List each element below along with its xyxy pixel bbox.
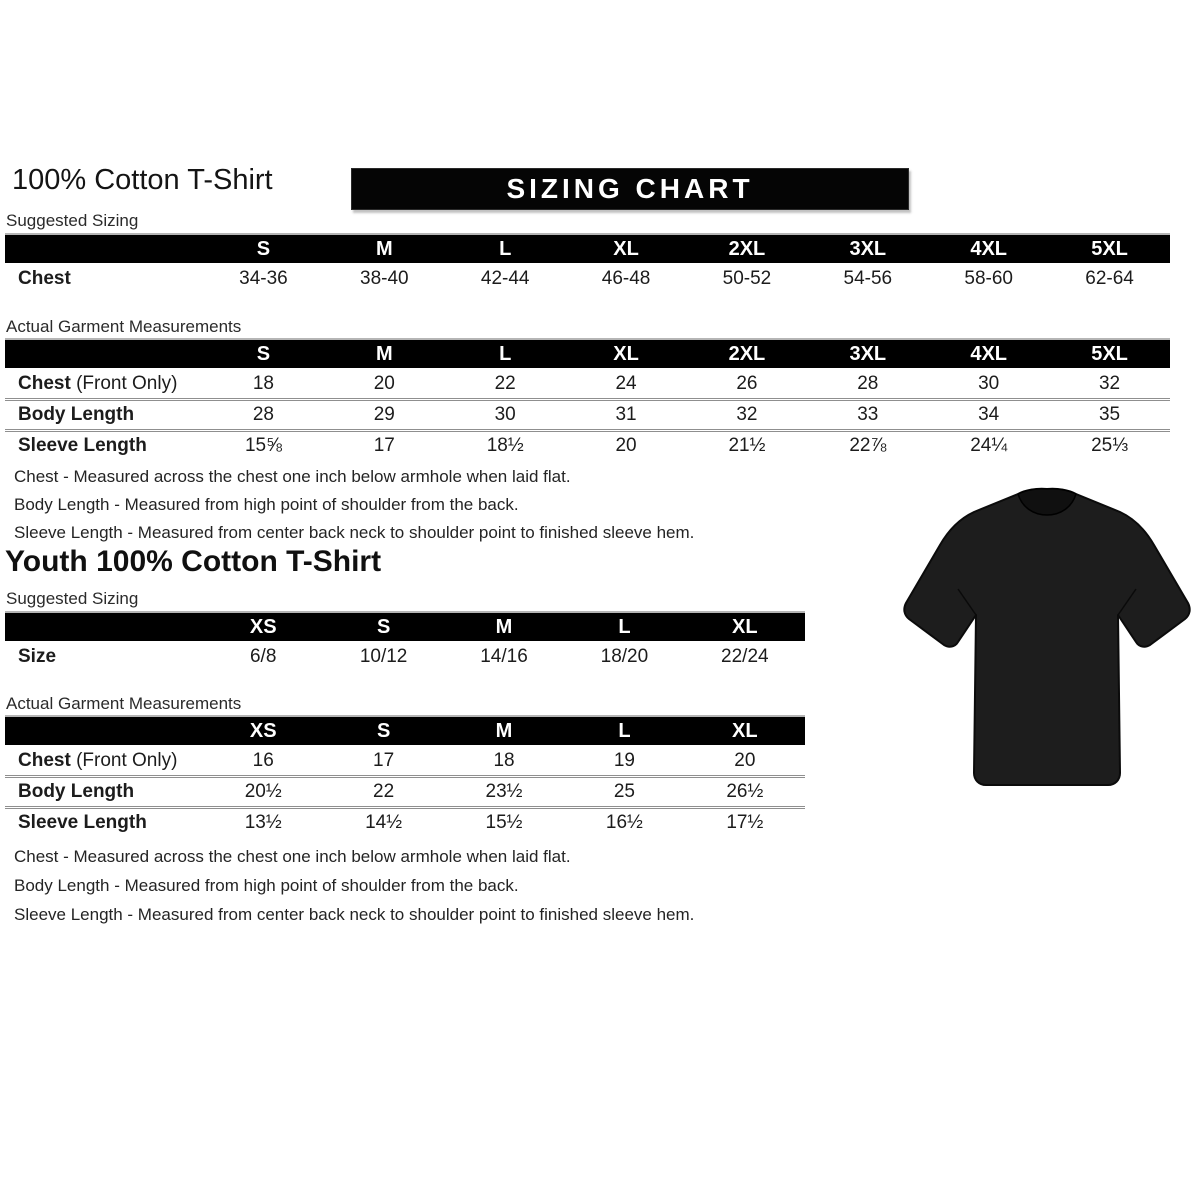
row-label: Chest (Front Only)	[18, 373, 178, 394]
column-header: L	[618, 719, 631, 742]
column-header: S	[256, 342, 271, 365]
value-cell: 34	[978, 404, 1000, 425]
row-label: Sleeve Length	[18, 812, 147, 833]
youth-section-title: Youth 100% Cotton T-Shirt	[5, 545, 382, 578]
value-cell: 25	[613, 781, 635, 802]
column-header: L	[499, 237, 512, 260]
value-cell: 20½	[244, 781, 282, 802]
note-chest: Chest - Measured across the chest one inch below armhole when laid flat.	[14, 467, 571, 486]
value-cell: 22/24	[721, 646, 769, 667]
row-label: Chest	[18, 268, 71, 289]
value-cell: 31	[615, 404, 637, 425]
adult-actual-measurements-label: Actual Garment Measurements	[6, 317, 242, 336]
value-cell: 24	[615, 373, 637, 394]
table-header-row	[5, 717, 805, 745]
black-tshirt-image	[898, 477, 1196, 809]
note-body-length: Body Length - Measured from high point of shoulder from the back.	[14, 876, 519, 895]
value-cell: 62-64	[1085, 268, 1134, 289]
table-row	[5, 775, 805, 806]
value-cell: 17½	[726, 812, 764, 833]
value-cell: 23½	[485, 781, 523, 802]
value-cell: 10/12	[359, 646, 408, 667]
youth-suggested-sizing-label: Suggested Sizing	[6, 589, 139, 608]
column-header: 2XL	[728, 237, 766, 260]
value-cell: 6/8	[249, 646, 277, 667]
adult-section-title: 100% Cotton T-Shirt	[12, 164, 273, 196]
note-body-length: Body Length - Measured from high point of shoulder from the back.	[14, 495, 519, 514]
value-cell: 18/20	[600, 646, 649, 667]
sizing-chart-banner: SIZING CHART	[351, 168, 909, 210]
value-cell: 13½	[244, 812, 282, 833]
table-row	[5, 398, 1170, 429]
column-header: 3XL	[849, 342, 887, 365]
note-sleeve-length: Sleeve Length - Measured from center back neck to shoulder point to finished sleeve hem.	[14, 523, 695, 542]
youth-measurement-notes	[14, 842, 694, 929]
column-header: XL	[732, 719, 758, 742]
value-cell: 54-56	[843, 268, 893, 289]
value-cell: 38-40	[360, 268, 409, 289]
value-cell: 17	[373, 435, 395, 456]
table-header-row	[5, 235, 1170, 263]
value-cell: 15⅝	[244, 435, 282, 456]
value-cell: 17	[373, 750, 395, 771]
value-cell: 22⅞	[849, 435, 887, 456]
value-cell: 20	[734, 750, 756, 771]
column-header: M	[495, 719, 513, 742]
value-cell: 35	[1098, 404, 1121, 425]
column-header: 4XL	[970, 237, 1008, 260]
value-cell: 33	[857, 404, 879, 425]
value-cell: 15½	[485, 812, 523, 833]
column-header: XS	[249, 719, 277, 742]
youth-actual-measurements-label: Actual Garment Measurements	[6, 694, 242, 713]
value-cell: 34-36	[239, 268, 288, 289]
value-cell: 26	[736, 373, 758, 394]
adult-measurement-notes	[14, 463, 694, 547]
value-cell: 22	[373, 781, 395, 802]
column-header: M	[495, 615, 513, 638]
value-cell: 20	[615, 435, 637, 456]
value-cell: 46-48	[601, 268, 651, 289]
column-header: M	[375, 237, 393, 260]
value-cell: 18½	[486, 435, 524, 456]
value-cell: 30	[494, 404, 516, 425]
row-label: Sleeve Length	[18, 435, 147, 456]
table-row	[5, 806, 805, 837]
column-header: XL	[613, 342, 639, 365]
value-cell: 16	[252, 750, 274, 771]
value-cell: 29	[373, 404, 395, 425]
value-cell: 22	[494, 373, 516, 394]
table-row	[5, 643, 805, 671]
value-cell: 30	[978, 373, 1000, 394]
value-cell: 14/16	[480, 646, 528, 667]
column-header: 5XL	[1091, 342, 1128, 365]
value-cell: 14½	[365, 812, 403, 833]
column-header: S	[376, 615, 391, 638]
value-cell: 50-52	[722, 268, 772, 289]
column-header: S	[256, 237, 271, 260]
table-header-row	[5, 340, 1170, 368]
adult-suggested-sizing-table	[5, 233, 1170, 293]
row-label: Body Length	[18, 781, 135, 802]
value-cell: 32	[1098, 373, 1121, 394]
table-row	[5, 747, 805, 775]
note-chest: Chest - Measured across the chest one inch below armhole when laid flat.	[14, 847, 571, 866]
table-row	[5, 429, 1170, 460]
column-header: 2XL	[728, 342, 766, 365]
column-header: 5XL	[1091, 237, 1128, 260]
value-cell: 16½	[605, 812, 643, 833]
note-sleeve-length: Sleeve Length - Measured from center back neck to shoulder point to finished sleeve hem.	[14, 905, 695, 924]
column-header: M	[375, 342, 393, 365]
column-header: XL	[613, 237, 639, 260]
value-cell: 25⅓	[1091, 435, 1129, 456]
value-cell: 21½	[728, 435, 766, 456]
table-header-row	[5, 613, 805, 641]
row-label: Size	[18, 646, 57, 667]
column-header: 3XL	[849, 237, 887, 260]
value-cell: 28	[857, 373, 879, 394]
table-row	[5, 370, 1170, 398]
column-header: L	[618, 615, 631, 638]
column-header: S	[376, 719, 391, 742]
value-cell: 32	[736, 404, 758, 425]
value-cell: 24¼	[970, 435, 1008, 456]
value-cell: 19	[613, 750, 635, 771]
youth-suggested-sizing-table	[5, 611, 805, 671]
value-cell: 28	[252, 404, 274, 425]
row-label: Body Length	[18, 404, 135, 425]
youth-actual-measurements-table	[5, 715, 805, 837]
column-header: 4XL	[970, 342, 1008, 365]
value-cell: 20	[373, 373, 395, 394]
row-label: Chest (Front Only)	[18, 750, 178, 771]
value-cell: 42-44	[480, 268, 530, 289]
value-cell: 18	[252, 373, 274, 394]
tshirt-body	[904, 489, 1189, 785]
column-header: XL	[732, 615, 758, 638]
value-cell: 18	[493, 750, 515, 771]
adult-suggested-sizing-label: Suggested Sizing	[6, 211, 139, 230]
table-row	[5, 265, 1170, 293]
value-cell: 58-60	[964, 268, 1013, 289]
column-header: XS	[249, 615, 277, 638]
value-cell: 26½	[726, 781, 764, 802]
column-header: L	[499, 342, 512, 365]
adult-actual-measurements-table	[5, 338, 1170, 460]
